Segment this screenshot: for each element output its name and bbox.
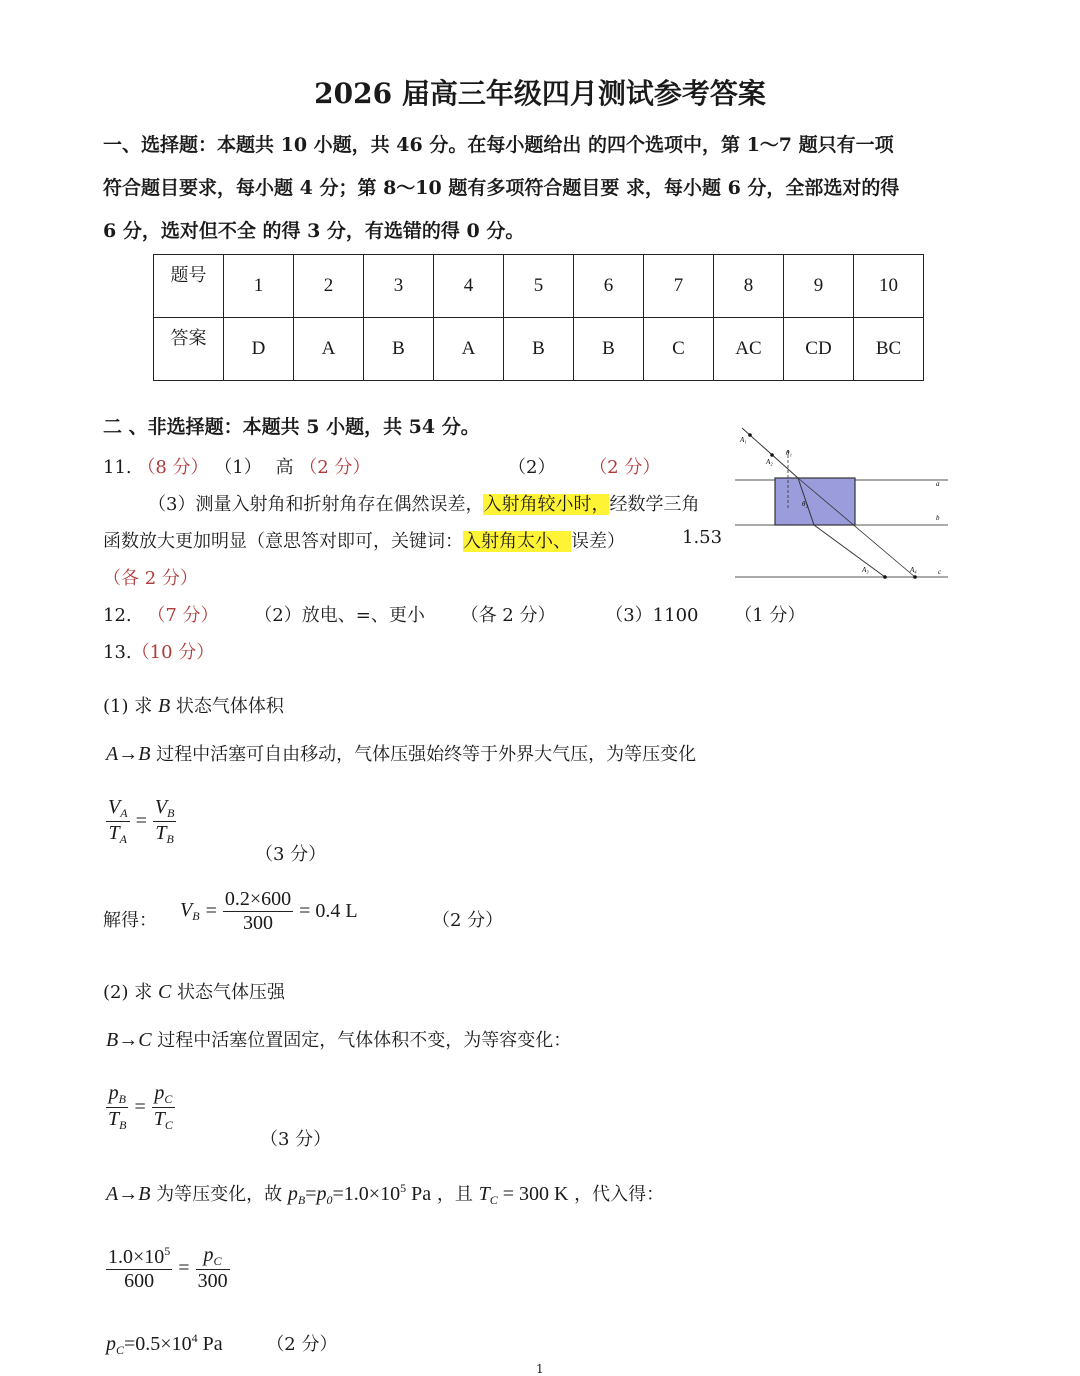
equation-2: $\frac{p_B}{T_B}$ = $\frac{p_C}{T_C}$ — [108, 1082, 173, 1132]
q11-score2: （2 分） — [589, 457, 661, 478]
solve-score: （2 分） — [432, 910, 504, 931]
table-header-number: 题号 — [154, 255, 224, 318]
label-a2: A₂ — [766, 458, 773, 466]
q13-proc1-a: A — [106, 743, 119, 765]
q11-score1: （2 分） — [299, 457, 371, 478]
solve-label: 解得： — [103, 910, 157, 931]
q12-line — [103, 601, 805, 627]
q11-line3-post: 误差） — [571, 531, 625, 552]
section1-line3: 6 分，选对但不全 的得 3 分，有选错的得 0 分。 — [103, 220, 525, 242]
fraction: $\frac{p_B}{T_B}$ — [108, 1082, 127, 1132]
table-cell: 1 — [224, 255, 294, 318]
fraction: $\frac{1.0\times 10^5}{600}$ — [108, 1244, 171, 1292]
q11-line1 — [103, 453, 370, 479]
q11-part2 — [508, 453, 660, 479]
q11-part3-pre: （3）测量入射角和折射角存在偶然误差， — [148, 494, 484, 515]
q12-part2: （2）放电、=、更小 — [254, 605, 425, 626]
final-score: （2 分） — [266, 1334, 338, 1355]
q13-proc1-b: B — [138, 743, 151, 765]
label-a1: A₁ — [740, 436, 747, 444]
table-cell: AC — [714, 318, 784, 381]
section1-line1: 一、选择题：本题共 10 小题，共 46 分。在每小题给出 的四个选项中，第 1～7 题只有一项 — [103, 134, 894, 156]
q13-process2 — [106, 1026, 571, 1052]
table-cell: 7 — [644, 255, 714, 318]
label-theta2: θ₂ — [802, 500, 808, 508]
page-title: 2026 届高三年级四月测试参考答案 — [314, 77, 766, 110]
label-b: b — [936, 514, 940, 522]
table-cell: B — [574, 318, 644, 381]
q13-part2-pre: (2) 求 — [103, 982, 153, 1003]
q13-part1-post: 状态气体体积 — [175, 696, 284, 717]
fraction: $\frac{0.2\times 600}{300}$ — [224, 888, 292, 934]
q13-number: 13. — [103, 642, 132, 663]
table-cell: A — [434, 318, 504, 381]
pin-a2 — [770, 453, 774, 457]
table-cell: B — [504, 318, 574, 381]
label-c: c — [938, 568, 942, 576]
pin-a1 — [748, 433, 752, 437]
solve-equation: $V_B$ = $\frac{0.2\times 600}{300}$ = 0.4 L — [180, 888, 358, 934]
arrow-icon: → — [118, 1183, 139, 1205]
fraction: $\frac{p_C}{300}$ — [197, 1244, 228, 1292]
q13-part1-pre: (1) 求 — [103, 696, 153, 717]
equation-1: $\frac{V_A}{T_A}$ = $\frac{V_B}{T_B}$ — [108, 796, 175, 846]
label-theta1: θ₁ — [786, 449, 792, 457]
table-cell: B — [364, 318, 434, 381]
q11-value: 1.53 — [682, 527, 723, 548]
q11-part2-label: （2） — [508, 457, 556, 478]
table-cell: CD — [784, 318, 854, 381]
equation-3: $\frac{1.0\times 10^5}{600}$ = $\frac{p_C}{300}$ — [108, 1244, 228, 1292]
answer-table — [153, 254, 924, 381]
q13-line3: A→B 为等压变化，故 $p_B=p_0=1.0\times 10^5$ Pa ，且 $T_C = 300$ K ，代入得： — [106, 1181, 665, 1207]
q12-score: （7 分） — [147, 605, 219, 626]
table-cell: A — [294, 318, 364, 381]
table-header-answer: 答案 — [154, 318, 224, 381]
table-cell: 8 — [714, 255, 784, 318]
table-cell: BC — [854, 318, 924, 381]
fraction: $\frac{V_A}{T_A}$ — [108, 796, 128, 846]
table-row-answers — [154, 318, 924, 381]
table-cell: 9 — [784, 255, 854, 318]
table-cell: 6 — [574, 255, 644, 318]
table-row-numbers — [154, 255, 924, 318]
extended-ray — [798, 478, 915, 577]
table-cell: 3 — [364, 255, 434, 318]
label-a4: A₄ — [910, 566, 917, 574]
q11-line3 — [103, 527, 625, 553]
section2-heading: 二 、非选择题：本题共 5 小题，共 54 分。 — [103, 416, 480, 438]
q11-part1: （1） — [214, 457, 262, 478]
table-cell: 2 — [294, 255, 364, 318]
arrow-icon: → — [118, 743, 139, 765]
glass-block — [775, 478, 855, 525]
q11-line2 — [148, 490, 699, 516]
label-a: a — [936, 480, 940, 488]
highlight-keyword-1: 入射角较小时， — [483, 494, 610, 515]
page-number: 1 — [536, 1362, 544, 1376]
q13-part2-post: 状态气体压强 — [177, 982, 286, 1003]
q13-line — [103, 638, 214, 664]
section1-line2: 符合题目要求，每小题 4 分；第 8～10 题有多项符合题目要 求，每小题 6 分，全部选对的得 — [103, 177, 900, 199]
q13-proc2-a: B — [106, 1029, 119, 1051]
refraction-diagram — [730, 420, 955, 585]
pin-a4 — [913, 575, 917, 579]
fraction: $\frac{V_B}{T_B}$ — [154, 796, 175, 846]
arrow-icon: → — [118, 1029, 139, 1051]
final-result: $p_C=0.5\times 10^4$ Pa （2 分） — [106, 1331, 338, 1357]
q13-proc1-text: 过程中活塞可自由移动，气体压强始终等于外界大气压，为等压变化 — [156, 744, 697, 765]
q13-part1-heading — [103, 692, 284, 718]
q13-part2-var: C — [157, 981, 172, 1003]
fraction: $\frac{p_C}{T_C}$ — [153, 1082, 173, 1132]
q12-score3: （1 分） — [734, 605, 806, 626]
q13-proc2-text: 过程中活塞位置固定，气体体积不变，为等容变化： — [157, 1030, 572, 1051]
exit-ray — [814, 525, 885, 577]
q12-score2: （各 2 分） — [460, 605, 556, 626]
table-cell: 4 — [434, 255, 504, 318]
label-a3: A₃ — [862, 566, 869, 574]
q12-number: 12. — [103, 605, 132, 626]
q11-answer1: 高 — [275, 457, 294, 478]
eq2-score: （3 分） — [260, 1129, 332, 1150]
eq1-score: （3 分） — [255, 844, 327, 865]
q11-number: 11. — [103, 457, 132, 478]
q11-line3-pre: 函数放大更加明显（意思答对即可，关键词： — [103, 531, 463, 552]
highlight-keyword-2: 入射角太小、 — [463, 531, 571, 552]
q11-part3-post: 经数学三角 — [609, 494, 700, 515]
table-cell: 10 — [854, 255, 924, 318]
pin-a3 — [883, 575, 887, 579]
q11-score3: （各 2 分） — [103, 568, 198, 589]
q12-part3: （3）1100 — [605, 605, 699, 626]
q13-part1-var: B — [157, 695, 171, 717]
table-cell: D — [224, 318, 294, 381]
q13-score: （10 分） — [131, 642, 215, 663]
q13-part2-heading — [103, 978, 285, 1004]
q11-score: （8 分） — [137, 457, 209, 478]
table-cell: C — [644, 318, 714, 381]
q13-proc2-b: C — [138, 1029, 152, 1051]
table-cell: 5 — [504, 255, 574, 318]
q13-process1 — [106, 740, 696, 766]
